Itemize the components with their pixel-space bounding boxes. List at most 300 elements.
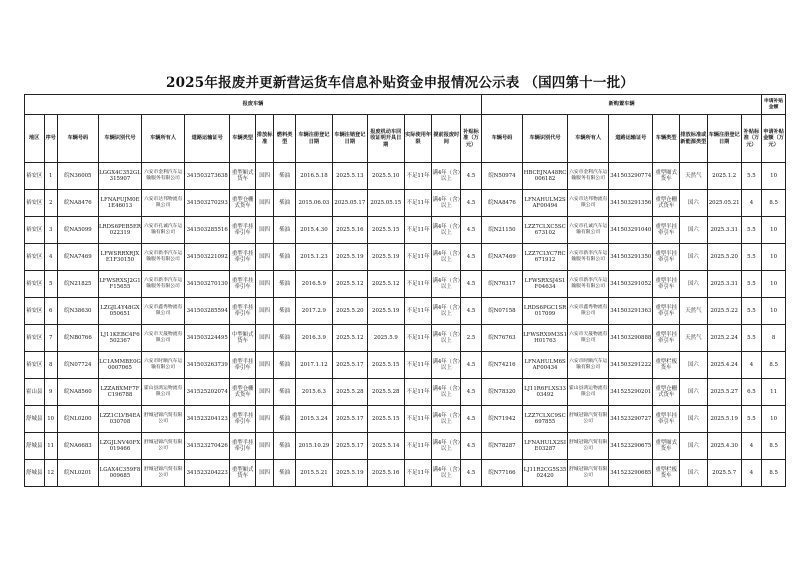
cell-fuel: 柴油 [274,352,296,379]
cell-new-vin: HBCEJNA48RC006182 [522,163,567,190]
cell-fuel: 柴油 [274,460,296,487]
cell-used-years: 不足11年 [404,352,432,379]
page-title: 2025年报废并更新营运货车信息补贴资金申报情况公示表 （国四第十一批） [166,75,634,91]
cell-plate: 皖N38630 [57,298,98,325]
cell-new-reg-date: 2025.5.20 [707,244,741,271]
cell-vin: LFWSRXSJ2G1F15655 [98,271,141,298]
cell-region: 裕安区 [25,190,45,217]
cell-new-permit: 341503291363 [609,298,653,325]
cell-type: 重型仓栅式货车 [230,379,256,406]
cell-used-years: 不足11年 [404,406,432,433]
cell-seq: 3 [44,217,57,244]
cell-plate: 皖NA5099 [57,217,98,244]
cell-new-owner: 六安市新李汽车运输服务有限公司 [568,244,609,271]
cell-new-reg-date: 2025.1.2 [707,163,741,190]
cell-apply: 10 [762,406,786,433]
table-body [25,163,786,487]
cell-cancel-date: 2025.5.19 [332,244,367,271]
cell-region: 裕安区 [25,352,45,379]
cell-new-vin: LFWSRX9M3S1H01763 [522,325,567,352]
cell-cancel-date: 2025.5.17 [332,433,367,460]
cell-apply: 10 [762,244,786,271]
cell-new-emission: 国六 [680,379,708,406]
cell-apply: 8.5 [762,352,786,379]
cell-new-std: 6.5 [741,379,762,406]
cell-reg-date: 2017.1.12 [295,352,332,379]
cell-new-reg-date: 2025.3.31 [707,271,741,298]
cell-cert-date: 2025.5.15 [367,217,404,244]
cell-cancel-date: 2025.5.12 [332,325,367,352]
cell-apply: 10 [762,271,786,298]
cell-new-plate: 皖N74216 [481,352,522,379]
cell-vin: LFNAFUJM0E1E46013 [98,190,141,217]
cell-new-plate: 皖N78287 [481,433,522,460]
cell-new-emission: 天然气 [680,325,708,352]
cell-type: 重型半挂牵引车 [230,433,256,460]
cell-vin: LZZ1CLVB4EA030708 [98,406,141,433]
cell-seq: 10 [44,406,57,433]
col-owner: 车辆所有人 [142,115,185,163]
col-used-years: 实际使用年限 [404,115,432,163]
cell-permit: 341503285516 [185,217,230,244]
cell-region: 舒城县 [25,433,45,460]
cell-std: 4.5 [461,163,482,190]
cell-type: 重型半挂牵引车 [230,244,256,271]
cell-early: 满4年（含）以上 [432,163,461,190]
cell-new-emission: 国六 [680,190,708,217]
cell-used-years: 不足11年 [404,190,432,217]
cell-fuel: 柴油 [274,298,296,325]
cell-new-std: 5.5 [741,406,762,433]
cell-new-owner: 六安市达邦物流有限公司 [568,190,609,217]
cell-new-vin: LJ11R2CG5S3502420 [522,460,567,487]
cell-type: 重型半挂牵引车 [230,352,256,379]
cell-owner: 六安市新李汽车运输服务有限公司 [142,271,185,298]
cell-new-type: 重型半挂牵引车 [653,406,680,433]
cell-cert-date: 2025.5.28 [367,379,404,406]
cell-new-owner: 舒城冠锦汽贸有限公司 [568,460,609,487]
cell-early: 满4年（含）以上 [432,325,461,352]
cell-permit: 341503263739 [185,352,230,379]
cell-type: 中型厢式货车 [230,325,256,352]
col-new-plate: 车辆号码 [481,115,522,163]
cell-fuel: 柴油 [274,163,296,190]
table-row [25,460,786,487]
cell-vin: LZZABXMF7FC196788 [98,379,141,406]
cell-owner: 六安市孔诚汽车运输有限公司 [142,217,185,244]
cell-emission: 国四 [255,190,273,217]
cell-permit: 341523270426 [185,433,230,460]
cell-new-plate: 皖NA7469 [481,244,522,271]
cell-new-owner: 六安市天晟物流有限公司 [568,325,609,352]
col-new-reg-date: 车辆注册登记日期 [707,115,741,163]
cell-new-std: 4 [741,433,762,460]
cell-std: 4.5 [461,433,482,460]
subsidy-table [24,94,786,487]
new-vehicles-group-header: 新购置车辆 [481,95,761,115]
cell-vin: LZGJL4Y48GX050651 [98,298,141,325]
cell-used-years: 不足11年 [404,271,432,298]
cell-region: 裕安区 [25,163,45,190]
cell-used-years: 不足11年 [404,433,432,460]
cell-used-years: 不足11年 [404,298,432,325]
cell-permit: 341503221092 [185,244,230,271]
cell-new-permit: 341503290888 [609,325,653,352]
cell-early: 满4年（含）以上 [432,217,461,244]
cell-reg-date: 2015.10.29 [295,433,332,460]
cell-new-permit: 341523290675 [609,433,653,460]
cell-reg-date: 2017.2.9 [295,298,332,325]
cell-seq: 7 [44,325,57,352]
cell-apply: 10 [762,298,786,325]
cell-owner: 六安市天晟物流有限公司 [142,325,185,352]
cell-plate: 皖NB0766 [57,325,98,352]
cell-new-vin: LJ11R6FLXS3303492 [522,379,567,406]
cell-cancel-date: 2025.5.16 [332,217,367,244]
cell-used-years: 不足11年 [404,217,432,244]
cell-new-std: 4 [741,460,762,487]
cell-cancel-date: 2025.5.17 [332,352,367,379]
cell-reg-date: 2016.5.18 [295,163,332,190]
cell-emission: 国四 [255,460,273,487]
cell-std: 4.5 [461,271,482,298]
cell-std: 4.5 [461,190,482,217]
cell-new-reg-date: 2025.3.31 [707,217,741,244]
cell-region: 霍山县 [25,379,45,406]
cell-region: 舒城县 [25,406,45,433]
cell-new-permit: 341503291222 [609,352,653,379]
col-permit: 道路运输证号 [185,115,230,163]
cell-new-reg-date: 2025.4.24 [707,352,741,379]
cell-permit: 341503285594 [185,298,230,325]
cell-permit: 341525202074 [185,379,230,406]
cell-std: 2.5 [461,325,482,352]
cell-early: 满4年（含）以上 [432,190,461,217]
cell-seq: 9 [44,379,57,406]
cell-cert-date: 2025.5.14 [367,433,404,460]
cell-seq: 8 [44,352,57,379]
col-apply-amount: 申请补贴金额（万元） [762,115,786,163]
cell-new-vin: LFNAHULM6SAF00434 [522,352,567,379]
cell-new-reg-date: 2025.5.7 [707,460,741,487]
cell-region: 裕安区 [25,217,45,244]
cell-vin: LC1AMMBE0G0007065 [98,352,141,379]
cell-cancel-date: 2025.5.13 [332,163,367,190]
col-cancel-date: 车辆注销登记日期 [332,115,367,163]
cell-emission: 国四 [255,379,273,406]
cell-new-plate: 皖N71942 [481,406,522,433]
cell-fuel: 柴油 [274,433,296,460]
cell-cert-date: 2025.5.10 [367,163,404,190]
cell-owner: 霍山县鸿运物流有限公司 [142,379,185,406]
col-years-before: 提前报废时间 [432,115,461,163]
cell-new-std: 5.5 [741,244,762,271]
cell-new-type: 重型半挂牵引车 [653,271,680,298]
cell-new-std: 5.5 [741,217,762,244]
col-plate: 车辆号码 [57,115,98,163]
cell-new-type: 重型半挂牵引车 [653,325,680,352]
cell-new-reg-date: 2025.2.24 [707,325,741,352]
col-vin: 车辆识别代号 [98,115,141,163]
cell-type: 重型厢式货车 [230,460,256,487]
cell-reg-date: 2015.06.03 [295,190,332,217]
cell-owner: 六安市时顺汽车运输有限公司 [142,352,185,379]
cell-new-plate: 皖NA8476 [481,190,522,217]
cell-new-permit: 341503291350 [609,244,653,271]
cell-permit: 341503270130 [185,271,230,298]
cell-emission: 国四 [255,325,273,352]
cell-plate: 皖N21825 [57,271,98,298]
col-new-subsidy-std: 补贴标准（万元） [741,115,762,163]
cell-new-owner: 霍山县鸿运物流有限公司 [568,379,609,406]
cell-new-type: 重型厢式货车 [653,433,680,460]
col-seq: 序号 [44,115,57,163]
cell-std: 4.5 [461,217,482,244]
cell-new-type: 重型半挂牵引车 [653,298,680,325]
cell-new-owner: 舒城冠锦汽贸有限公司 [568,406,609,433]
cell-used-years: 不足11年 [404,460,432,487]
cell-region: 裕安区 [25,325,45,352]
cell-new-owner: 六安市孔诚汽车运输有限公司 [568,217,609,244]
cell-type: 重型半挂牵引车 [230,298,256,325]
cell-owner: 舒城冠锦汽贸有限公司 [142,433,185,460]
cell-fuel: 柴油 [274,271,296,298]
table-row [25,379,786,406]
cell-early: 满4年（含）以上 [432,298,461,325]
cell-new-plate: 皖N21150 [481,217,522,244]
cell-region: 裕安区 [25,244,45,271]
cell-new-owner: 六安市金利汽车运输服务有限公司 [568,163,609,190]
cell-cancel-date: 2025.5.19 [332,460,367,487]
cell-cert-date: 2025.5.16 [367,460,404,487]
table-row [25,433,786,460]
cell-owner: 舒城冠锦汽贸有限公司 [142,406,185,433]
cell-new-std: 5.5 [741,271,762,298]
cell-type: 重型半挂牵引车 [230,406,256,433]
cell-vin: LJ11KEBC4F6502367 [98,325,141,352]
cell-new-plate: 皖N50974 [481,163,522,190]
col-region: 地区 [25,115,45,163]
cell-used-years: 不足11年 [404,163,432,190]
cell-new-vin: LRDS6PGC1SR017099 [522,298,567,325]
col-subsidy-std: 补贴标准（万元） [461,115,482,163]
cell-permit: 341523204123 [185,406,230,433]
cell-apply: 10 [762,163,786,190]
cell-early: 满4年（含）以上 [432,406,461,433]
cell-owner: 六安市鑫秀物流有限公司 [142,298,185,325]
col-new-owner: 车辆所有人 [568,115,609,163]
cell-early: 满4年（含）以上 [432,244,461,271]
cell-vin: LZGJLNV40FX019466 [98,433,141,460]
cell-seq: 12 [44,460,57,487]
cell-plate: 皖NL0200 [57,406,98,433]
cell-apply: 8.5 [762,460,786,487]
cell-new-emission: 天然气 [680,163,708,190]
apply-amount-group-header: 申请补贴金额 [762,95,786,115]
cell-cancel-date: 2025.5.20 [332,298,367,325]
cell-new-type: 重型半挂牵引车 [653,217,680,244]
cell-new-std: 4 [741,190,762,217]
cell-apply: 8 [762,325,786,352]
cell-permit: 341503273638 [185,163,230,190]
table-row [25,352,786,379]
table-row [25,406,786,433]
cell-reg-date: 2016.3.9 [295,325,332,352]
cell-emission: 国四 [255,163,273,190]
cell-std: 4.5 [461,244,482,271]
cell-std: 4.5 [461,460,482,487]
col-scrap-cert-date: 报废机动车回收证明开具日期 [367,115,404,163]
cell-owner: 舒城冠锦汽贸有限公司 [142,460,185,487]
cell-cert-date: 2025.5.19 [367,244,404,271]
cell-reg-date: 2015.1.23 [295,244,332,271]
cell-std: 4.5 [461,379,482,406]
cell-new-permit: 341503291356 [609,190,653,217]
cell-seq: 5 [44,271,57,298]
cell-new-type: 重型厢式货车 [653,163,680,190]
cell-early: 满4年（含）以上 [432,379,461,406]
cell-new-std: 5.5 [741,325,762,352]
cell-seq: 1 [44,163,57,190]
cell-seq: 4 [44,244,57,271]
table-row [25,217,786,244]
cell-new-permit: 341503290774 [609,163,653,190]
col-new-type: 车辆类型 [653,115,680,163]
cell-new-plate: 皖N78320 [481,379,522,406]
cell-fuel: 柴油 [274,190,296,217]
cell-new-emission: 国六 [680,433,708,460]
col-type: 车辆类型 [230,115,256,163]
cell-plate: 皖N07724 [57,352,98,379]
cell-permit: 341503224495 [185,325,230,352]
cell-new-type: 重型仓栅式货车 [653,190,680,217]
cell-type: 重型仓栅式货车 [230,190,256,217]
cell-cancel-date: 2025.5.17 [332,406,367,433]
cell-new-plate: 皖N77166 [481,460,522,487]
cell-new-reg-date: 2025.5.19 [707,406,741,433]
cell-plate: 皖NA7469 [57,244,98,271]
cell-used-years: 不足11年 [404,244,432,271]
cell-fuel: 柴油 [274,406,296,433]
table-row [25,271,786,298]
table-row [25,298,786,325]
cell-plate: 皖N36005 [57,163,98,190]
cell-new-std: 5.5 [741,163,762,190]
cell-new-owner: 六安市时顺汽车运输有限公司 [568,352,609,379]
cell-vin: LRDS6PEB5ER022319 [98,217,141,244]
cell-emission: 国四 [255,244,273,271]
cell-new-type: 重型栏板货车 [653,460,680,487]
cell-fuel: 柴油 [274,325,296,352]
cell-new-vin: LZZ7CLXC5SC673102 [522,217,567,244]
cell-apply: 10 [762,217,786,244]
cell-plate: 皖NA6683 [57,433,98,460]
cell-new-owner: 六安市鑫秀物流有限公司 [568,298,609,325]
cell-cert-date: 2025.05.15 [367,190,404,217]
cell-std: 4.5 [461,298,482,325]
cell-new-vin: LFNAHULX2SIE03287 [522,433,567,460]
cell-emission: 国四 [255,298,273,325]
cell-seq: 11 [44,433,57,460]
cell-cert-date: 2025.5.9 [367,325,404,352]
cell-plate: 皖NL0201 [57,460,98,487]
col-new-vin: 车辆识别代号 [522,115,567,163]
cell-std: 4.5 [461,406,482,433]
cell-apply: 8.5 [762,433,786,460]
cell-fuel: 柴油 [274,217,296,244]
cell-cert-date: 2025.5.19 [367,298,404,325]
cell-new-type: 重型仓栅式货车 [653,379,680,406]
cell-new-emission: 国六 [680,460,708,487]
cell-emission: 国四 [255,433,273,460]
cell-reg-date: 2015.4.30 [295,217,332,244]
cell-plate: 皖NA8476 [57,190,98,217]
cell-new-reg-date: 2025.4.30 [707,433,741,460]
cell-cancel-date: 2025.5.28 [332,379,367,406]
cell-owner: 六安市新李汽车运输服务有限公司 [142,244,185,271]
cell-region: 裕安区 [25,298,45,325]
cell-new-owner: 舒城冠锦汽贸有限公司 [568,433,609,460]
cell-new-std: 5.5 [741,298,762,325]
cell-new-std: 4 [741,352,762,379]
cell-new-reg-date: 2025.5.22 [707,298,741,325]
cell-new-permit: 341503291052 [609,271,653,298]
cell-new-permit: 341525290201 [609,379,653,406]
cell-new-type: 重型半挂牵引车 [653,244,680,271]
cell-used-years: 不足11年 [404,379,432,406]
cell-fuel: 柴油 [274,379,296,406]
cell-type: 重型半挂牵引车 [230,271,256,298]
cell-owner: 六安市达邦物流有限公司 [142,190,185,217]
cell-new-emission: 国六 [680,271,708,298]
cell-new-vin: LZZ7CLXC9SC697855 [522,406,567,433]
cell-early: 满4年（含）以上 [432,460,461,487]
col-emission: 排放标准 [255,115,273,163]
cell-early: 满4年（含）以上 [432,271,461,298]
cell-early: 满4年（含）以上 [432,433,461,460]
cell-permit: 341503270293 [185,190,230,217]
cell-new-vin: LFWSRXSJ4S1F04634 [522,271,567,298]
cell-new-plate: 皖N76763 [481,325,522,352]
cell-new-emission: 国六 [680,244,708,271]
cell-new-emission: 国六 [680,217,708,244]
cell-plate: 皖NA8560 [57,379,98,406]
cell-vin: LGAX4C359F8009685 [98,460,141,487]
cell-cert-date: 2025.5.12 [367,271,404,298]
cell-new-reg-date: 2025.5.27 [707,379,741,406]
cell-apply: 11 [762,379,786,406]
cell-type: 重型厢式货车 [230,163,256,190]
col-reg-date: 车辆注册登记日期 [295,115,332,163]
cell-std: 4.5 [461,352,482,379]
cell-cancel-date: 2025.5.12 [332,271,367,298]
cell-permit: 341523204223 [185,460,230,487]
cell-new-plate: 皖N76317 [481,271,522,298]
cell-new-owner: 六安市新李汽车运输服务有限公司 [568,271,609,298]
cell-new-permit: 341503291040 [609,217,653,244]
cell-vin: LFWSRRXRJXE1F30150 [98,244,141,271]
cell-reg-date: 2015.5.21 [295,460,332,487]
cell-new-emission: 国六 [680,352,708,379]
col-new-emission: 排放标准或新能源类型 [680,115,708,163]
cell-early: 满4年（含）以上 [432,352,461,379]
cell-reg-date: 2015.6.3 [295,379,332,406]
col-new-permit: 道路运输证号 [609,115,653,163]
cell-seq: 6 [44,298,57,325]
cell-new-permit: 341523290727 [609,406,653,433]
cell-reg-date: 2015.3.24 [295,406,332,433]
cell-emission: 国四 [255,217,273,244]
